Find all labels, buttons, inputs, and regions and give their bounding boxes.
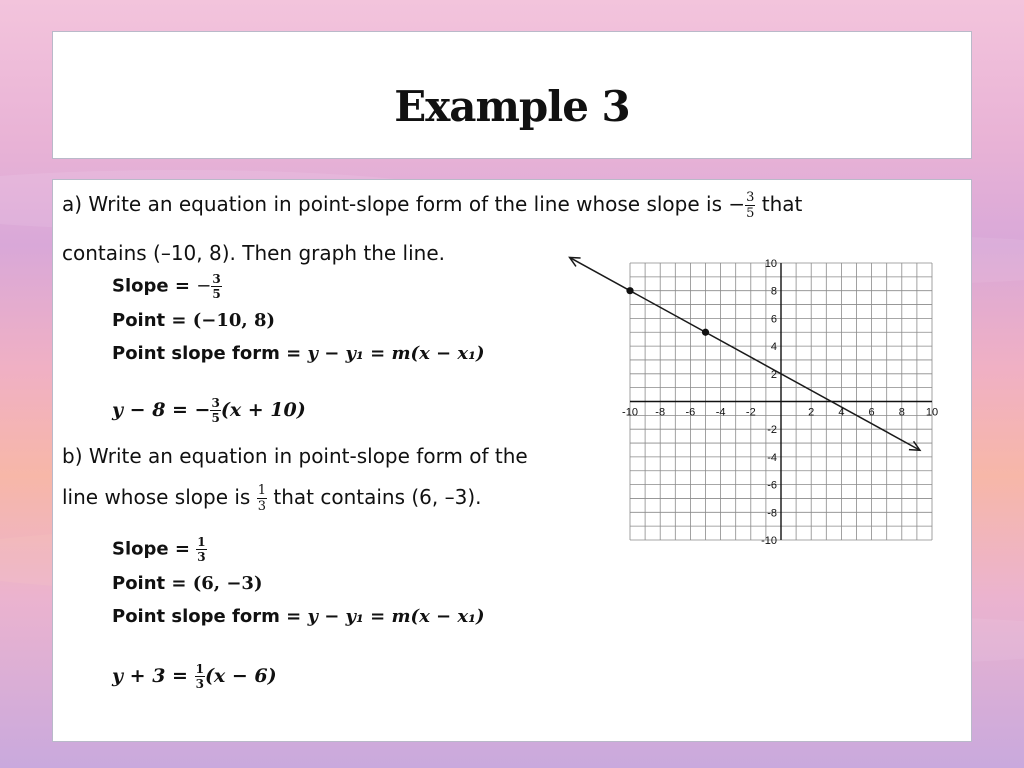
part-a-point-row: [112, 310, 275, 331]
y-tick-label: -2: [767, 424, 777, 437]
point-label: Point =: [112, 310, 193, 331]
part-a-question-tail: that: [761, 192, 803, 216]
part-b-point-row: [112, 573, 262, 594]
graph-point: [702, 329, 709, 336]
psf-label: Point slope form =: [112, 606, 308, 627]
x-tick-label: -10: [622, 406, 638, 419]
y-tick-label: -4: [767, 451, 777, 464]
part-a-answer: [112, 397, 306, 424]
x-tick-label: -2: [745, 406, 756, 419]
part-b-answer: [112, 663, 277, 690]
title-panel: [52, 31, 972, 159]
y-tick-label: -10: [761, 535, 777, 547]
answer-lhs: y − 8 = −: [112, 399, 211, 421]
x-tick-label: 2: [808, 406, 815, 419]
part-b-question-tail: that contains (6, –3).: [273, 485, 482, 509]
answer-lhs: y + 3 =: [112, 665, 188, 687]
point-value: (6, −3): [192, 573, 263, 594]
answer-fraction: $\frac{1}{3}$: [195, 662, 204, 691]
part-b-question-line2: [62, 484, 481, 513]
x-tick-label: -8: [655, 406, 666, 419]
part-b-psf-row: [112, 606, 485, 627]
answer-rhs: (x + 10): [220, 399, 306, 421]
x-tick-label: 8: [898, 406, 905, 419]
slope-sign: −: [196, 275, 212, 297]
x-tick-label: 6: [868, 406, 875, 419]
answer-rhs: (x − 6): [204, 665, 277, 687]
x-tick-label: 4: [838, 406, 845, 419]
slide-title: Example 3: [394, 82, 630, 131]
psf-formula: y − y₁ = m(x − x₁): [307, 343, 485, 364]
slope-label: Slope =: [112, 538, 197, 560]
y-tick-label: 8: [770, 285, 777, 298]
part-b-slope-fraction: $\frac{1}{3}$: [257, 483, 266, 514]
psf-label: Point slope form =: [112, 343, 308, 364]
graph-line: [570, 257, 920, 450]
point-value: (−10, 8): [192, 310, 275, 331]
part-a-slope-row: [112, 273, 222, 300]
y-tick-label: 4: [770, 341, 777, 354]
y-tick-label: -6: [767, 479, 777, 492]
slope-value-fraction: $\frac{1}{3}$: [197, 535, 206, 564]
graph-tick-labels: [622, 258, 938, 547]
slope-label: Slope =: [112, 275, 197, 297]
part-b-question-text: line whose slope is: [62, 485, 251, 509]
answer-fraction: $\frac{3}{5}$: [211, 396, 220, 425]
part-a-question-text: a) Write an equation in point-slope form of the line whose slope is: [62, 192, 722, 216]
y-tick-label: 2: [770, 368, 777, 381]
part-a-question-line1: [62, 191, 802, 220]
part-a-question-line2: contains (–10, 8). Then graph the line.: [62, 241, 445, 265]
graph-line-segment: [570, 257, 920, 450]
point-label: Point =: [112, 573, 193, 594]
part-a-slope-fraction: $\frac{3}{5}$: [746, 190, 755, 221]
part-b-question-line1: b) Write an equation in point-slope form of the: [62, 444, 528, 468]
y-tick-label: 6: [770, 313, 777, 326]
x-tick-label: -4: [715, 406, 726, 419]
part-b-slope-row: [112, 536, 207, 563]
part-a-slope-sign: −: [728, 192, 746, 216]
psf-formula: y − y₁ = m(x − x₁): [307, 606, 485, 627]
y-tick-label: 10: [764, 258, 777, 270]
slope-value-fraction: $\frac{3}{5}$: [212, 272, 221, 301]
y-tick-label: -8: [767, 507, 777, 520]
coordinate-graph: [560, 250, 960, 550]
graph-point: [626, 287, 633, 294]
x-tick-label: 10: [925, 406, 939, 419]
part-a-psf-row: [112, 343, 485, 364]
x-tick-label: -6: [685, 406, 696, 419]
